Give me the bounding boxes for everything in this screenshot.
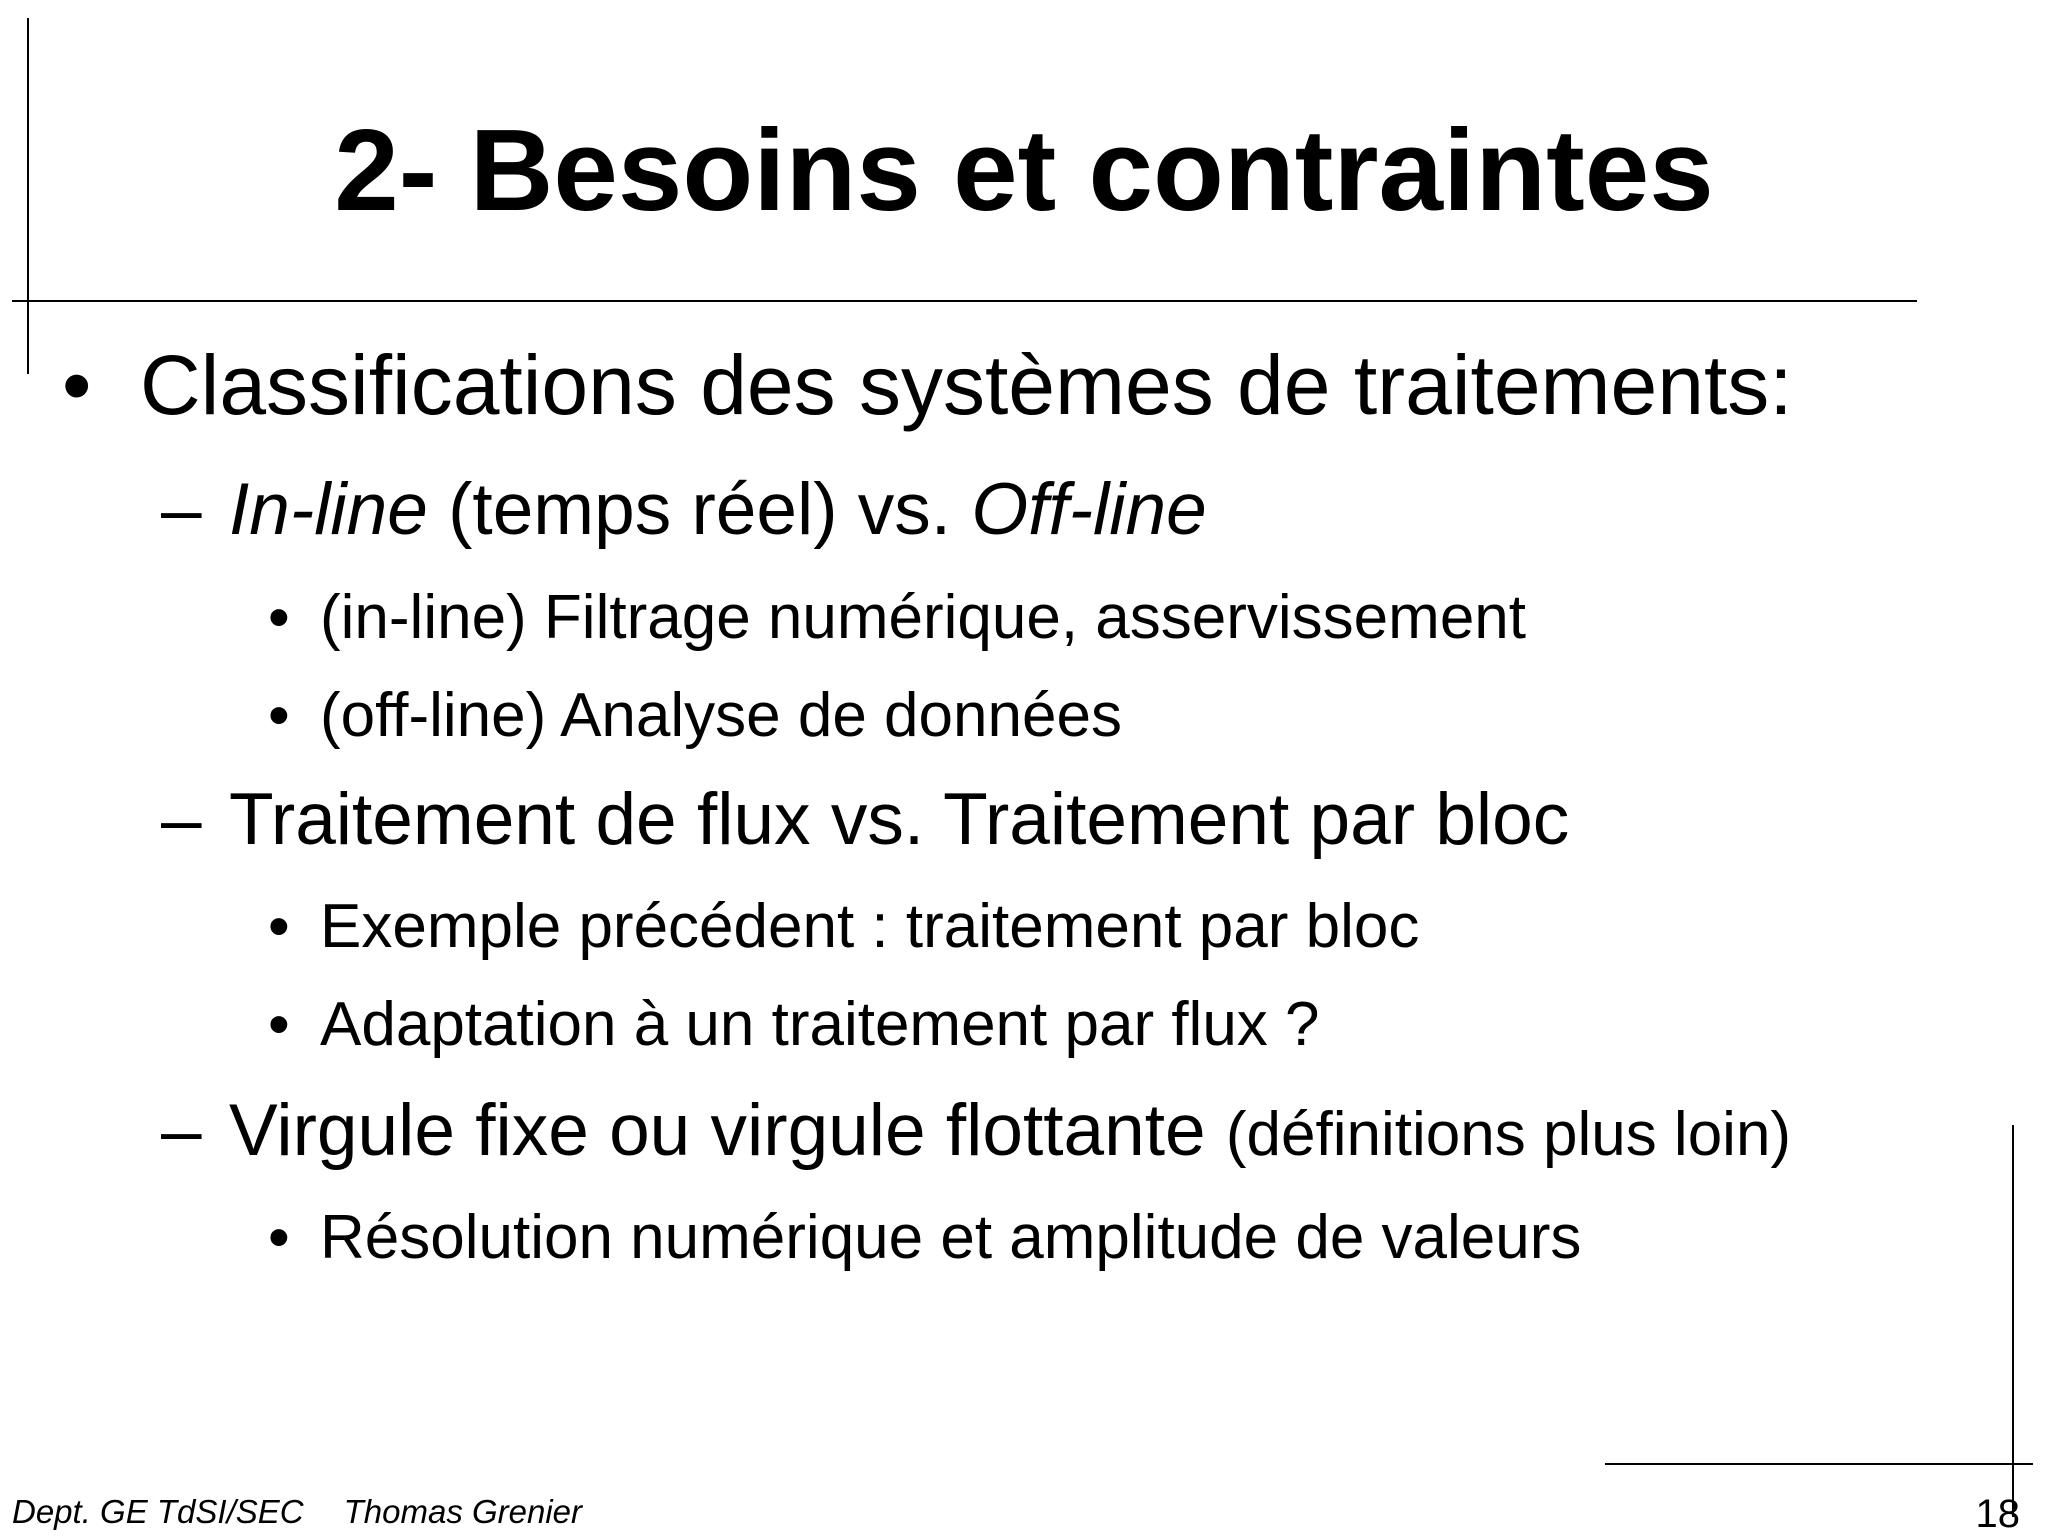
list-item-text: Résolution numérique et amplitude de valeurs (320, 1203, 1582, 1272)
dash-glyph: – (161, 1090, 202, 1171)
list-item (268, 678, 1122, 754)
list-item-text: Exemple précédent : traitement par bloc (320, 892, 1420, 961)
subheading-part: Virgule fixe ou virgule flottante (229, 1090, 1226, 1171)
subheading-part: In-line (229, 469, 428, 550)
dash-glyph: – (161, 469, 202, 550)
subheading-part: Off-line (971, 469, 1207, 550)
bullet-glyph: • (62, 338, 92, 432)
footer (12, 1493, 582, 1531)
list-item (268, 889, 1419, 965)
list-item (268, 987, 1320, 1063)
subbullet-glyph: • (268, 583, 290, 652)
list-item (268, 1200, 1581, 1276)
footer-author: Thomas Grenier (343, 1493, 583, 1530)
subheading-part: (temps réel) vs. (427, 469, 972, 550)
footer-department: Dept. GE TdSI/SEC (12, 1493, 304, 1530)
subbullet-glyph: • (268, 681, 290, 750)
subheading-virgule (161, 1087, 1791, 1179)
subheading-flux-bloc (161, 776, 1569, 864)
subbullet-glyph: • (268, 892, 290, 961)
bullet-level1-text: Classifications des systèmes de traitements: (140, 338, 1793, 432)
list-item (268, 580, 1526, 656)
subheading-inline-offline (161, 466, 1207, 554)
page-number: 18 (1975, 1492, 2020, 1536)
subheading-part-note: (définitions plus loin) (1225, 1100, 1792, 1169)
dash-glyph: – (161, 779, 202, 860)
slide-title: 2- Besoins et contraintes (334, 105, 1714, 235)
subbullet-glyph: • (268, 990, 290, 1059)
list-item-text: (in-line) Filtrage numérique, asservissement (320, 583, 1527, 652)
subheading-part: Traitement de flux vs. Traitement par bloc (229, 779, 1570, 860)
bullet-level1 (62, 335, 1793, 435)
list-item-text: (off-line) Analyse de données (320, 681, 1122, 750)
subbullet-glyph: • (268, 1203, 290, 1272)
list-item-text: Adaptation à un traitement par flux ? (320, 990, 1320, 1059)
